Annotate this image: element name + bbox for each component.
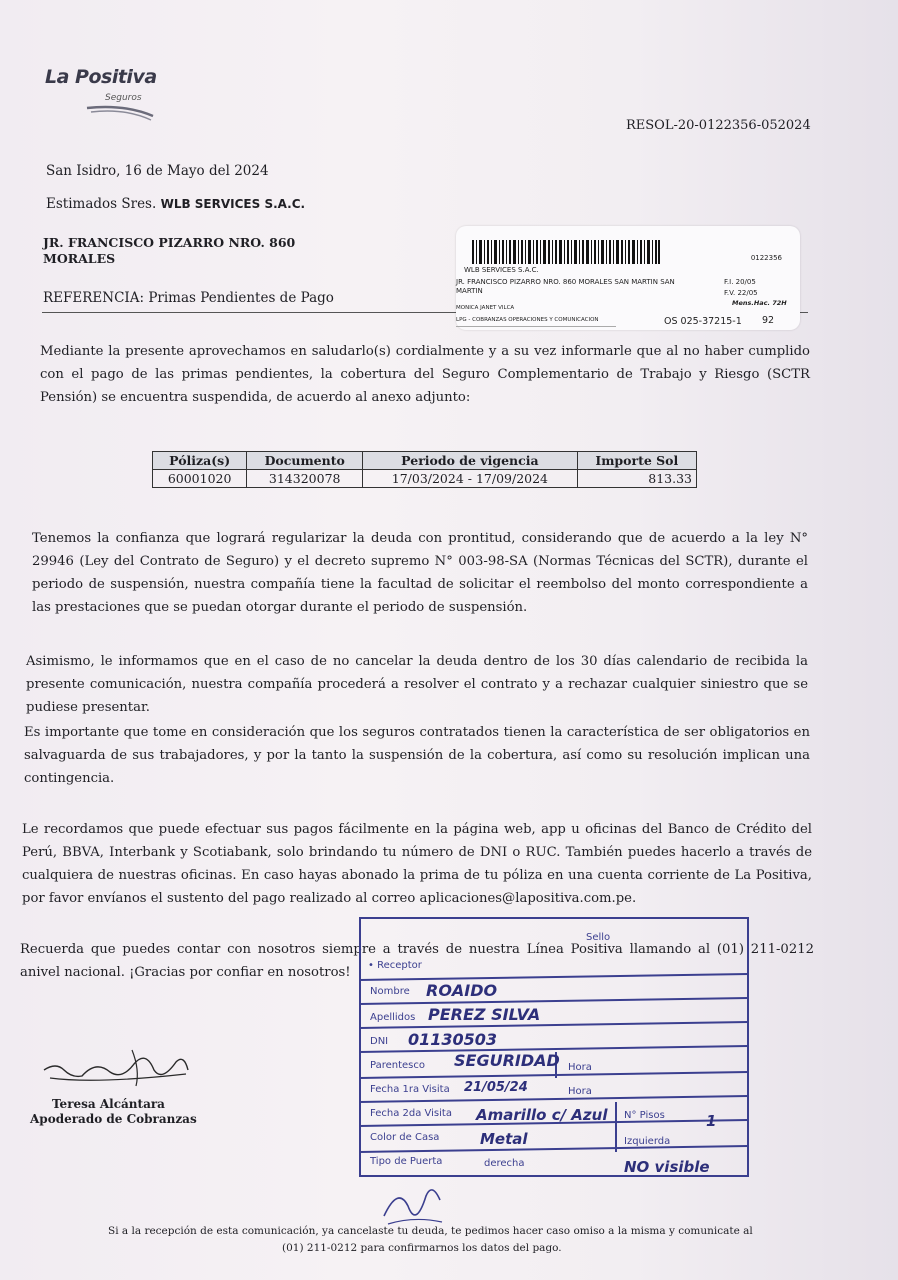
stamp-field-fecha2: Fecha 2da Visita	[370, 1108, 452, 1119]
handwritten-color: Amarillo c/ Azul	[476, 1106, 608, 1124]
stamp-field-dni: DNI	[370, 1036, 389, 1047]
handwritten-parentesco: SEGURIDAD	[454, 1051, 560, 1070]
paragraph-3: Asimismo, le informamos que en el caso de no cancelar la deuda dentro de los 30 días calendario de recibida la presente comunicación, nuestra compañía procederá a resolver el contrato y a rechazar cualquier siniestro que se pudiese presentar.	[26, 654, 808, 715]
paragraph-1: Mediante la presente aprovechamos en saludarlo(s) cordialmente y a su vez informarle que al no haber cumplido con el pago de las primas pendientes, la cobertura del Seguro Complementario de Trabajo y Riesgo (SCTR Pensión) se encuentra suspendida, de acuerdo al anexo adjunto:	[40, 344, 810, 405]
label-fv: F.V. 22/05	[724, 289, 758, 297]
handwritten-nota: NO visible	[624, 1158, 710, 1176]
label-contact: MONICA JANET VILCA	[456, 305, 515, 311]
stamp-field-apellidos: Apellidos	[370, 1012, 416, 1023]
paragraph-5: Le recordamos que puede efectuar sus pagos fácilmente en la página web, app u oficinas del Banco de Crédito del Perú, BBVA, Interbank y Scotiabank, solo brindando tu número de DNI o RUC. También puedes hacerlo a través de cualquiera de nuestras oficinas. En caso hayas abonado la prima de tu póliza en una cuenta corriente de La Positiva, por favor envíanos el sustento del pago realizado al correo aplicaciones@lapositiva.com.pe.	[22, 822, 812, 906]
header-importe: Importe Sol	[577, 452, 696, 470]
stamp-field-puerta: Tipo de Puerta	[370, 1156, 443, 1167]
footer-line-2: (01) 211-0212 para confirmarnos los datos del pago.	[282, 1242, 562, 1254]
cell-importe: 813.33	[577, 470, 696, 488]
address-line-2: MORALES	[43, 251, 116, 266]
stamp-field-parentesco: Parentesco	[370, 1060, 425, 1071]
address-line-1: JR. FRANCISCO PIZARRO NRO. 860	[43, 235, 296, 250]
resolution-number: RESOL-20-0122356-052024	[626, 118, 811, 133]
handwritten-nombre: ROAIDO	[426, 981, 498, 1000]
table-header-row	[153, 452, 697, 470]
barcode-icon	[472, 240, 660, 264]
stamp-title: Sello	[586, 932, 611, 943]
stamp-field-izquierda: Izquierda	[624, 1136, 671, 1147]
handwritten-apellidos: PEREZ SILVA	[428, 1005, 541, 1024]
handwritten-pisos: 1	[706, 1112, 717, 1130]
stamp-field-hora2: Hora	[568, 1086, 592, 1097]
signer-name: Teresa Alcántara	[52, 1097, 165, 1111]
stamp-field-nombre: Nombre	[370, 986, 410, 997]
label-os: OS 025-37215-1	[664, 316, 742, 327]
stamp-field-fecha1: Fecha 1ra Visita	[370, 1084, 450, 1095]
label-mens: Mens.Hac. 72H	[732, 299, 787, 307]
header-poliza: Póliza(s)	[153, 452, 247, 470]
greeting-prefix: Estimados Sres.	[46, 196, 157, 212]
letter-date: San Isidro, 16 de Mayo del 2024	[46, 163, 269, 179]
cell-periodo: 17/03/2024 - 17/09/2024	[363, 470, 578, 488]
label-department: LPG - COBRANZAS OPERACIONES Y COMUNICACION	[456, 317, 599, 323]
table-row	[153, 470, 697, 488]
reference: REFERENCIA: Primas Pendientes de Pago	[43, 290, 334, 306]
paragraph-4: Es importante que tome en consideración que los seguros contratados tienen la característica de ser obligatorios en salvaguarda de sus trabajadores, y por la tanto la suspensión de la cobertura, así como su resolución implican una contingencia.	[24, 725, 810, 786]
label-company: WLB SERVICES S.A.C.	[464, 266, 539, 274]
stamp-field-pisos: N° Pisos	[624, 1110, 665, 1121]
label-address: JR. FRANCISCO PIZARRO NRO. 860 MORALES SAN MARTIN SAN MARTIN	[456, 278, 675, 295]
label-divider	[456, 326, 616, 327]
handwritten-fecha1: 21/05/24	[464, 1080, 528, 1095]
signer-role: Apoderado de Cobranzas	[30, 1112, 197, 1126]
label-fi: F.I. 20/05	[724, 278, 756, 286]
paragraph-2: Tenemos la confianza que logrará regularizar la deuda con prontitud, considerando que de acuerdo a la ley N° 29946 (Ley del Contrato de Seguro) y el decreto supremo N° 003-98-SA (Normas Técnicas del SCTR), durante el periodo de suspensión, nuestra compañía tiene la facultad de solicitar el reembolso del monto correspondiente a las prestaciones que se puedan otorgar durante el periodo de suspensión.	[32, 531, 808, 615]
logo-swoosh-icon	[85, 102, 155, 122]
policy-table	[152, 451, 697, 488]
cell-documento: 314320078	[247, 470, 363, 488]
delivery-label	[456, 226, 800, 330]
courier-stamp	[356, 912, 752, 1182]
logo-name: La Positiva	[45, 66, 157, 88]
stamp-receptor: • Receptor	[368, 960, 422, 971]
header-periodo: Periodo de vigencia	[363, 452, 578, 470]
stamp-field-color: Color de Casa	[370, 1132, 440, 1143]
greeting	[46, 196, 305, 212]
footer-line-1: Si a la recepción de esta comunicación, ya cancelaste tu deuda, te pedimos hacer caso omiso a la misma y comunicate al	[108, 1225, 753, 1237]
label-code: 92	[762, 315, 775, 326]
header-documento: Documento	[247, 452, 363, 470]
label-number: 0122356	[750, 254, 782, 262]
handwritten-dni: 01130503	[408, 1030, 498, 1049]
paragraph-6: Recuerda que puedes contar con nosotros siempre a través de nuestra Línea Positiva llamando al (01) 211-0212 anivel nacional. ¡Gracias por confiar en nosotros!	[20, 942, 814, 980]
company-name: WLB SERVICES S.A.C.	[160, 197, 306, 211]
logo-subtitle: Seguros	[105, 93, 142, 103]
la-positiva-logo	[45, 66, 160, 122]
stamp-field-derecha: derecha	[484, 1158, 525, 1169]
stamp-field-hora1: Hora	[568, 1062, 592, 1073]
handwritten-signature	[36, 1040, 206, 1100]
cell-poliza: 60001020	[153, 470, 247, 488]
handwritten-puerta: Metal	[480, 1130, 528, 1148]
